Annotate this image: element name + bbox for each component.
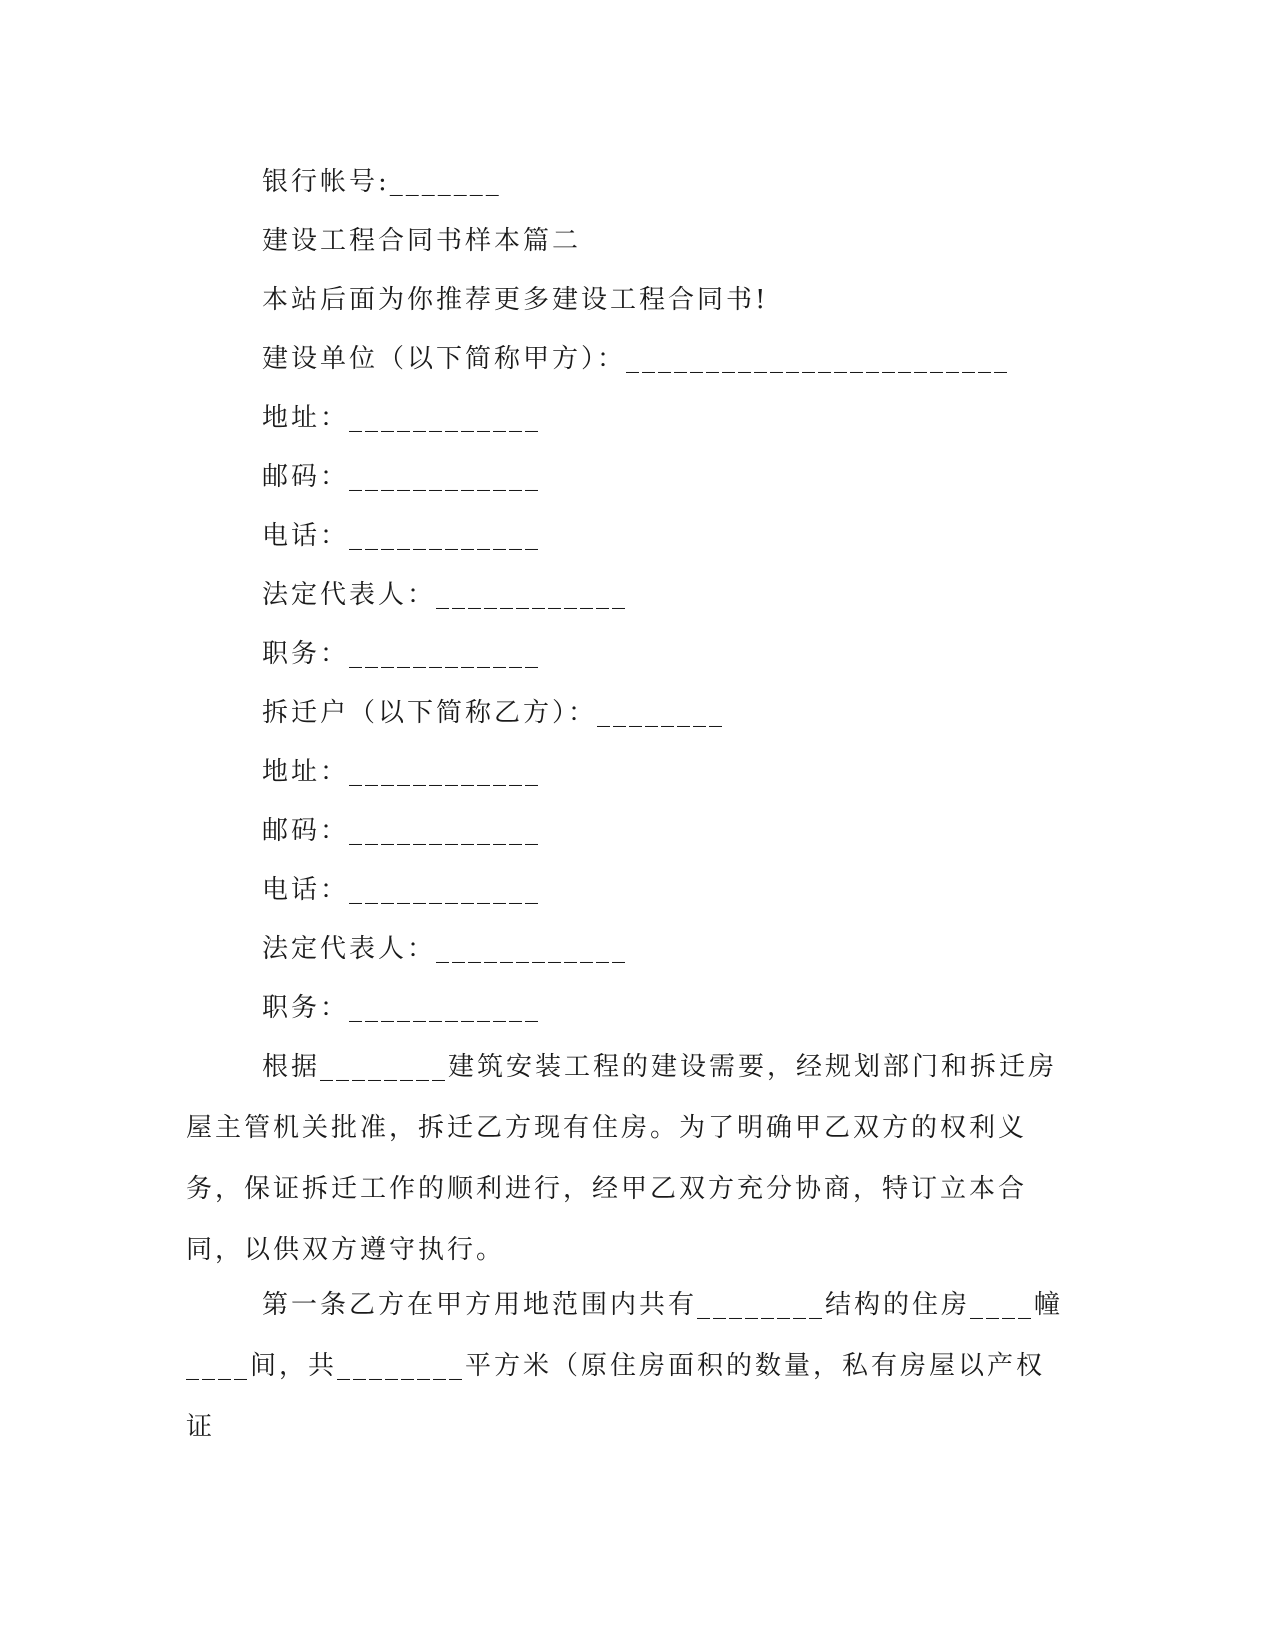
- party-b-phone-line: 电话：____________: [262, 875, 542, 905]
- preamble-paragraph: 根据________建筑安装工程的建设需要，经规划部门和拆迁房屋主管机关批准，拆迁乙方现有住房。为了明确甲乙双方的权利义务，保证拆迁工作的顺利进行，经甲乙双方充分协商，特订立本合同，以供双方遵守执行。: [186, 1052, 1058, 1265]
- party-a-address-line: 地址：____________: [262, 403, 542, 433]
- party-b-legal-rep-line: 法定代表人：____________: [262, 934, 629, 964]
- party-a-line: 建设单位（以下简称甲方）：________________________: [262, 344, 1011, 374]
- party-b-line: 拆迁户（以下简称乙方）：________: [262, 698, 726, 728]
- recommendation-line: 本站后面为你推荐更多建设工程合同书!: [262, 285, 769, 315]
- party-a-postcode-line: 邮码：____________: [262, 462, 542, 492]
- party-a-phone-line: 电话：____________: [262, 521, 542, 551]
- party-b-position-line: 职务：____________: [262, 993, 542, 1023]
- party-b-address-line: 地址：____________: [262, 757, 542, 787]
- section-title: 建设工程合同书样本篇二: [262, 226, 582, 256]
- party-b-postcode-line: 邮码：____________: [262, 816, 542, 846]
- article-one-paragraph: 第一条乙方在甲方用地范围内共有________结构的住房____幢____间，共________平方米（原住房面积的数量，私有房屋以产权证: [186, 1290, 1064, 1442]
- party-a-legal-rep-line: 法定代表人：____________: [262, 580, 629, 610]
- bank-account-line: 银行帐号:_______: [262, 167, 502, 197]
- party-a-position-line: 职务：____________: [262, 639, 542, 669]
